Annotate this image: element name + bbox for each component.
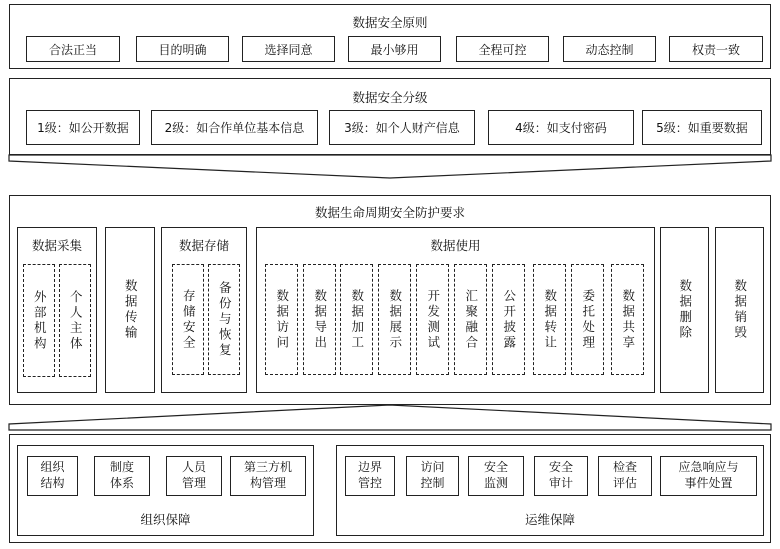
converge-arrow xyxy=(0,154,780,184)
deletion-label: 数据删除 xyxy=(677,279,693,341)
destruction-label: 数据销毁 xyxy=(732,279,748,341)
diverge-arrow xyxy=(0,404,780,434)
collection-item xyxy=(59,264,91,377)
deletion-box xyxy=(660,227,709,393)
classification-item: 5级：如重要数据 xyxy=(642,110,762,145)
collection-group xyxy=(17,227,97,393)
classification-section xyxy=(9,78,771,155)
principles-title: 数据安全原则 xyxy=(352,15,428,30)
storage-group xyxy=(161,227,247,393)
ops-guarantee-group xyxy=(336,445,764,536)
usage-item xyxy=(492,264,525,375)
transmission-label: 数据传输 xyxy=(123,279,139,341)
lifecycle-title: 数据生命周期安全防护要求 xyxy=(314,205,465,220)
principle-item: 全程可控 xyxy=(456,36,549,62)
ops-item: 应急响应与 事件处置 xyxy=(660,456,757,496)
usage-item xyxy=(378,264,411,375)
storage-item-label: 存储安全 xyxy=(181,288,197,351)
classification-item: 4级：如支付密码 xyxy=(488,110,634,145)
principles-section xyxy=(9,4,771,69)
classification-title: 数据安全分级 xyxy=(352,90,428,105)
usage-group xyxy=(256,227,655,393)
classification-item: 3级：如个人财产信息 xyxy=(329,110,475,145)
collection-item xyxy=(23,264,55,377)
usage-item xyxy=(340,264,373,375)
org-item: 制度 体系 xyxy=(94,456,150,496)
principle-item: 目的明确 xyxy=(136,36,229,62)
usage-item-label: 开发测试 xyxy=(425,288,441,351)
org-guarantee-group xyxy=(17,445,314,536)
ops-guarantee-title: 运维保障 xyxy=(524,512,575,527)
support-section xyxy=(9,434,771,543)
usage-title: 数据使用 xyxy=(430,238,481,253)
storage-item-label: 备份与恢复 xyxy=(217,280,233,359)
lifecycle-section xyxy=(9,195,771,405)
org-item: 第三方机 构管理 xyxy=(230,456,306,496)
org-item: 组织 结构 xyxy=(27,456,78,496)
storage-item xyxy=(208,264,240,375)
org-item: 人员 管理 xyxy=(166,456,222,496)
ops-item: 访问 控制 xyxy=(406,456,459,496)
usage-item-label: 汇聚融合 xyxy=(463,288,479,351)
usage-item-label: 委托处理 xyxy=(580,288,596,351)
usage-item-label: 数据导出 xyxy=(312,288,328,351)
destruction-box xyxy=(715,227,764,393)
usage-item-label: 数据加工 xyxy=(349,288,365,351)
usage-item-label: 数据展示 xyxy=(387,288,403,351)
principle-item: 动态控制 xyxy=(563,36,656,62)
usage-item-label: 数据访问 xyxy=(274,288,290,351)
ops-item: 安全 监测 xyxy=(468,456,524,496)
principle-item: 权责一致 xyxy=(669,36,763,62)
usage-item xyxy=(303,264,336,375)
collection-item-label: 个人主体 xyxy=(68,289,84,352)
principle-item: 选择同意 xyxy=(242,36,335,62)
usage-item xyxy=(416,264,449,375)
principle-item: 最小够用 xyxy=(348,36,441,62)
org-guarantee-title: 组织保障 xyxy=(140,512,191,527)
usage-item xyxy=(265,264,298,375)
usage-item-label: 数据转让 xyxy=(542,288,558,351)
usage-item xyxy=(533,264,566,375)
collection-title: 数据采集 xyxy=(31,238,82,253)
transmission-box xyxy=(105,227,155,393)
storage-title: 数据存储 xyxy=(178,238,229,253)
ops-item: 边界 管控 xyxy=(345,456,395,496)
classification-item: 1级：如公开数据 xyxy=(26,110,140,145)
usage-item-label: 公开披露 xyxy=(501,288,517,351)
ops-item: 安全 审计 xyxy=(534,456,588,496)
usage-item xyxy=(611,264,644,375)
usage-item xyxy=(571,264,604,375)
collection-item-label: 外部机构 xyxy=(32,289,48,352)
usage-item-label: 数据共享 xyxy=(620,288,636,351)
principle-item: 合法正当 xyxy=(26,36,120,62)
ops-item: 检查 评估 xyxy=(598,456,652,496)
classification-item: 2级：如合作单位基本信息 xyxy=(151,110,318,145)
storage-item xyxy=(172,264,204,375)
usage-item xyxy=(454,264,487,375)
